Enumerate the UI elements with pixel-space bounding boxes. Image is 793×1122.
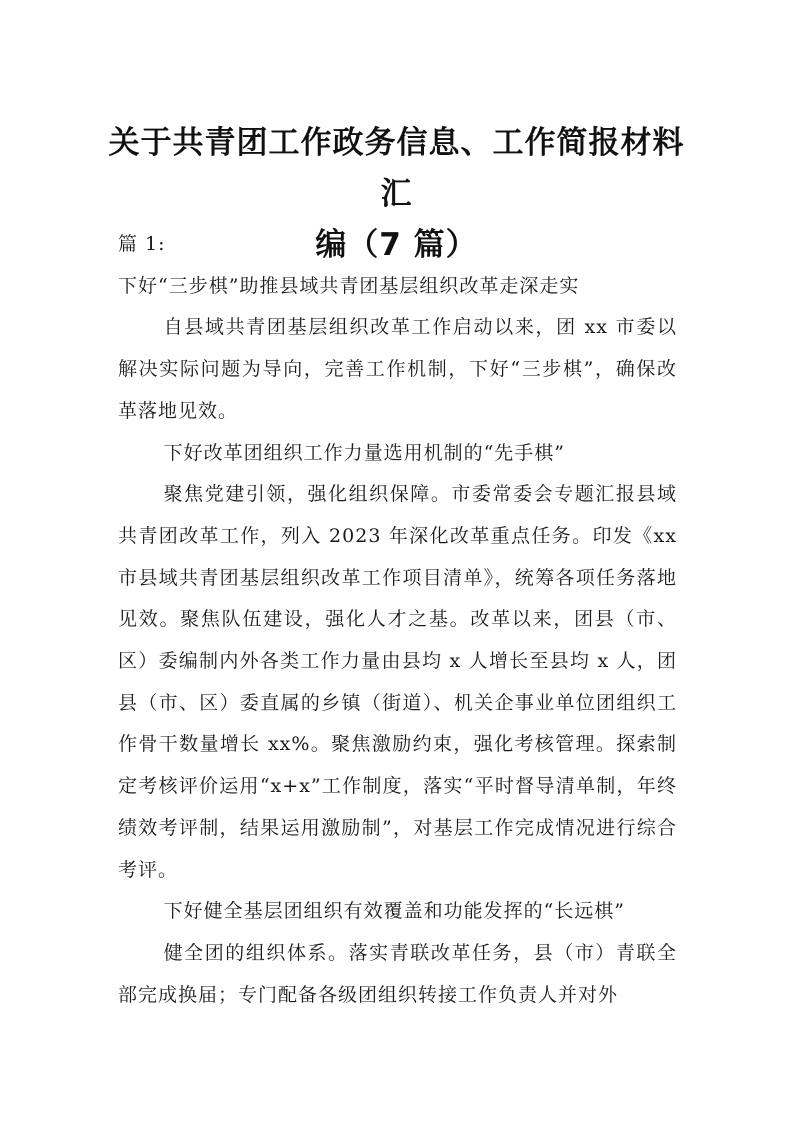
subheading-long-term-move: 下好健全基层团组织有效覆盖和功能发挥的“长远棋” — [163, 900, 626, 923]
title-line-2: 编（7 篇） — [315, 227, 478, 263]
section-label: 篇 1: — [118, 233, 166, 255]
paragraph-long-term-move: 健全团的组织体系。落实青联改革任务，县（市）青联全部完成换届；专门配备各级团组织转接工作负责人并对外 — [118, 941, 677, 1006]
document-body — [118, 224, 677, 1016]
subheading-first-move: 下好改革团组织工作力量选用机制的“先手棋” — [163, 441, 566, 464]
paragraph-intro: 自县域共青团基层组织改革工作启动以来，团 xx 市委以解决实际问题为导向，完善工作机制，下好“三步棋”，确保改革落地见效。 — [118, 316, 677, 422]
title-line-1: 关于共青团工作政务信息、工作简报材料汇 — [108, 125, 685, 212]
article-title: 下好“三步棋”助推县域共青团基层组织改革走深走实 — [118, 274, 580, 297]
paragraph-first-move: 聚焦党建引领，强化组织保障。市委常委会专题汇报县域共青团改革工作，列入 2023 年深化改革重点任务。印发《xx 市县域共青团基层组织改革工作项目清单》，统筹各项任务落地见效。聚焦队伍建设，强化人才之基。改革以来，团县（市、区）委编制内外各类工作力量由县均 x 人增长至县均 x 人，团县（市、区）委直属的乡镇（街道）、机关企事业单位团组织工作骨干数量增长 xx%。聚焦激励约束，强化考核管理。探索制定考核评价运用“x+x”工作制度，落实“平时督导清单制，年终绩效考评制，结果运用激励制”，对基层工作完成情况进行综合考评。 — [118, 483, 677, 881]
